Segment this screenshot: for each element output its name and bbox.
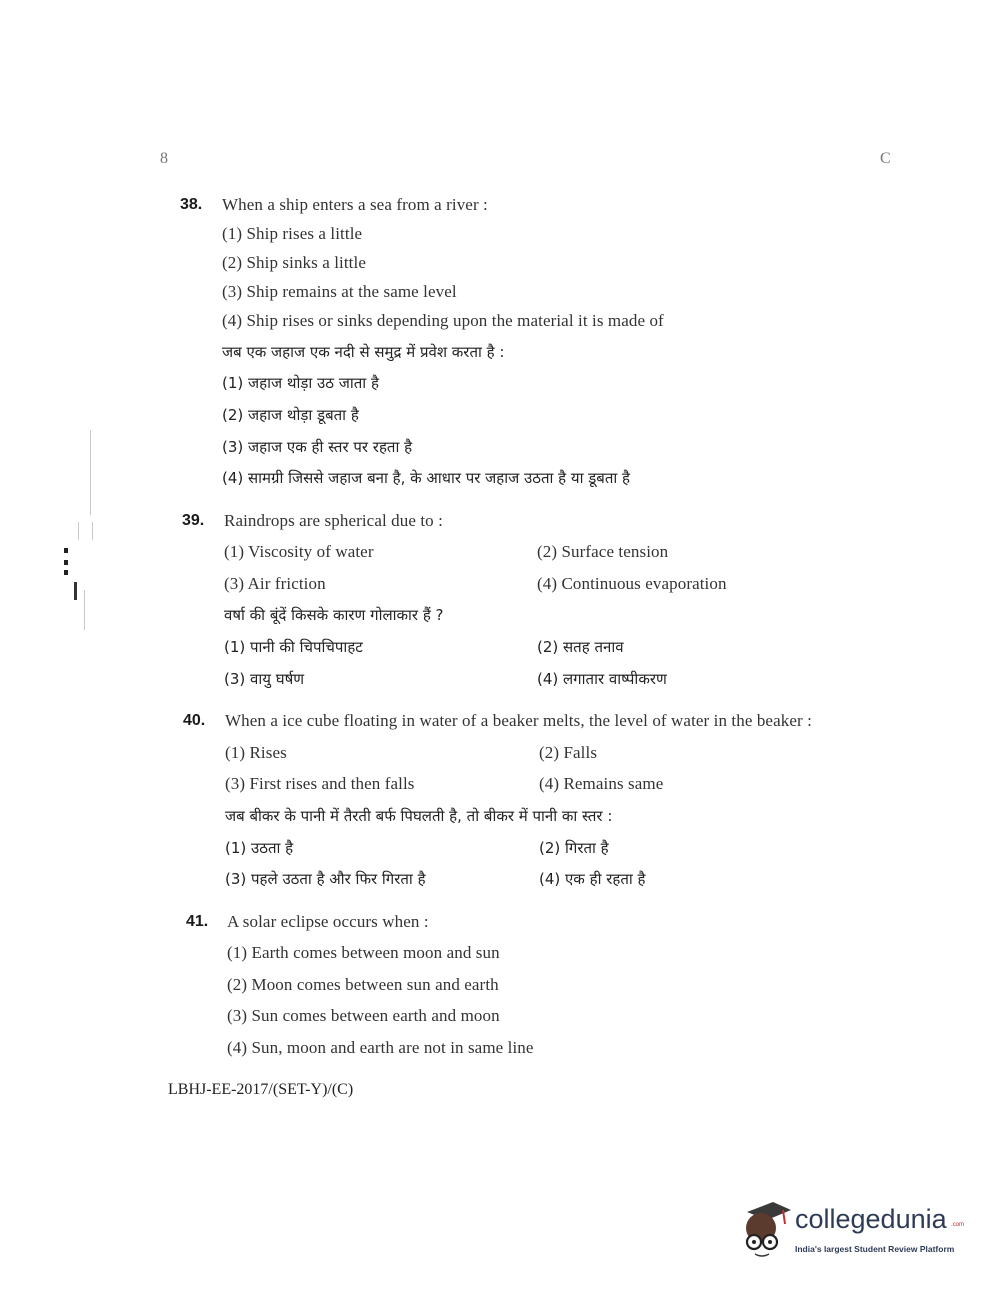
option-hindi: (2) गिरता है xyxy=(539,839,609,857)
scan-mark xyxy=(64,560,68,565)
option-hindi: (3) पहले उठता है और फिर गिरता है xyxy=(225,870,426,888)
brand-tagline: India's largest Student Review Platform xyxy=(795,1244,955,1254)
scan-mark xyxy=(64,570,68,575)
option: (2) Surface tension xyxy=(537,542,669,561)
question-number: 40. xyxy=(183,712,206,729)
option-hindi: (4) लगातार वाष्पीकरण xyxy=(537,670,667,688)
question-text: Raindrops are spherical due to : xyxy=(224,511,443,530)
option: (3) First rises and then falls xyxy=(225,774,415,793)
question-number: 38. xyxy=(180,196,203,213)
question-text: When a ship enters a sea from a river : xyxy=(222,195,488,214)
option: (2) Moon comes between sun and earth xyxy=(227,975,499,994)
collegedunia-watermark xyxy=(733,1198,963,1268)
option: (4) Remains same xyxy=(539,774,664,793)
option-hindi: (4) सामग्री जिससे जहाज बना है, के आधार पर जहाज उठता है या डूबता है xyxy=(222,469,631,487)
scan-mark xyxy=(64,548,68,553)
question-number: 39. xyxy=(182,512,205,529)
option-hindi: (3) जहाज एक ही स्तर पर रहता है xyxy=(222,438,413,456)
scan-mark xyxy=(74,582,77,600)
question-number: 41. xyxy=(186,913,209,930)
mascot-icon xyxy=(733,1198,793,1260)
option-hindi: (2) सतह तनाव xyxy=(537,638,624,656)
question-text: A solar eclipse occurs when : xyxy=(227,912,429,931)
exam-code: LBHJ-EE-2017/(SET-Y)/(C) xyxy=(168,1081,354,1098)
scan-line xyxy=(92,522,93,540)
question-text: When a ice cube floating in water of a beaker melts, the level of water in the beaker : xyxy=(225,711,812,730)
option-hindi: (4) एक ही रहता है xyxy=(539,870,646,888)
option: (4) Continuous evaporation xyxy=(537,574,727,593)
option: (3) Sun comes between earth and moon xyxy=(227,1006,500,1025)
option-hindi: (2) जहाज थोड़ा डूबता है xyxy=(222,406,359,424)
brand-domain: .com xyxy=(951,1222,965,1228)
page-number: 8 xyxy=(160,150,168,167)
option-hindi: (1) जहाज थोड़ा उठ जाता है xyxy=(222,374,379,392)
option: (4) Ship rises or sinks depending upon the material it is made of xyxy=(222,311,664,330)
option: (3) Ship remains at the same level xyxy=(222,282,457,301)
option-hindi: (1) उठता है xyxy=(225,839,294,857)
option: (4) Sun, moon and earth are not in same line xyxy=(227,1038,534,1057)
brand-name: collegedunia xyxy=(795,1204,947,1234)
option-hindi: (1) पानी की चिपचिपाहट xyxy=(224,638,363,656)
option: (1) Rises xyxy=(225,743,287,762)
scan-line xyxy=(84,590,85,630)
question-text-hindi: जब बीकर के पानी में तैरती बर्फ पिघलती है, तो बीकर में पानी का स्तर : xyxy=(225,807,613,825)
option: (3) Air friction xyxy=(224,574,326,593)
question-text-hindi: वर्षा की बूंदें किसके कारण गोलाकार हैं ? xyxy=(224,606,444,624)
option: (1) Viscosity of water xyxy=(224,542,374,561)
option: (2) Falls xyxy=(539,743,598,762)
set-letter: C xyxy=(880,150,891,167)
option: (2) Ship sinks a little xyxy=(222,253,366,272)
question-text-hindi: जब एक जहाज एक नदी से समुद्र में प्रवेश करता है : xyxy=(222,343,505,361)
option-hindi: (3) वायु घर्षण xyxy=(224,670,305,688)
scan-line xyxy=(90,430,91,515)
option: (1) Earth comes between moon and sun xyxy=(227,943,500,962)
option: (1) Ship rises a little xyxy=(222,224,363,243)
scan-line xyxy=(78,522,79,540)
